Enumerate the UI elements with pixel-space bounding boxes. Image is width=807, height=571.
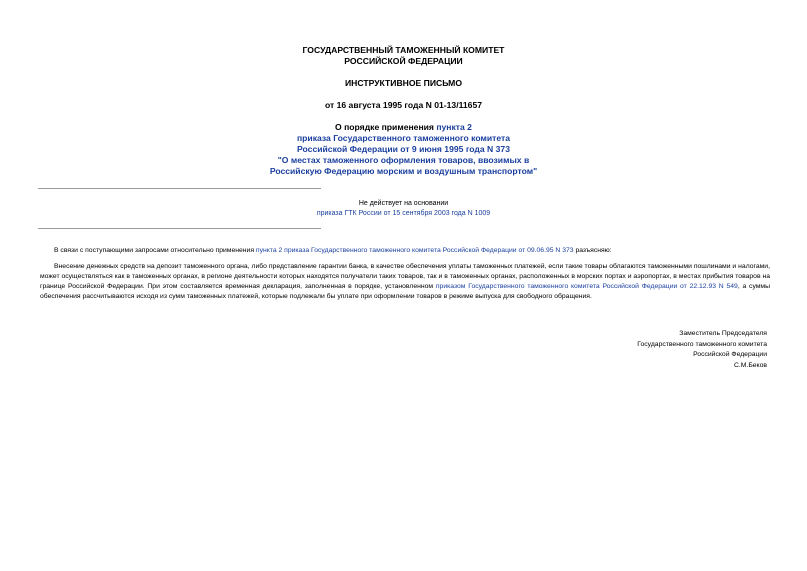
subject-prefix: О порядке применения bbox=[335, 122, 437, 132]
document-body bbox=[40, 246, 770, 308]
subject-line-1 bbox=[0, 122, 807, 133]
body-p1-link[interactable]: пункта 2 приказа Государственного таможенного комитета Российской Федерации от 09.06.95 N 373 bbox=[255, 247, 574, 254]
issuer-line-1: ГОСУДАРСТВЕННЫЙ ТАМОЖЕННЫЙ КОМИТЕТ bbox=[302, 45, 505, 55]
validity-status bbox=[0, 199, 807, 219]
subject-link-order-title-2[interactable]: Российскую Федерацию морским и воздушным транспортом" bbox=[269, 166, 538, 176]
signature-block bbox=[637, 329, 767, 371]
validity-status-link[interactable]: приказа ГТК России от 15 сентября 2003 года N 1009 bbox=[316, 210, 491, 217]
validity-status-text: Не действует на основании bbox=[358, 200, 449, 207]
subject-link-order-date[interactable]: Российской Федерации от 9 июня 1995 года N 373 bbox=[297, 144, 510, 154]
signature-name: С.М.Беков bbox=[733, 361, 767, 369]
subject-link-order-title-1[interactable]: "О местах таможенного оформления товаров, ввозимых в bbox=[277, 155, 530, 165]
body-paragraph-2 bbox=[40, 262, 770, 302]
body-p1-suffix: разъясняю: bbox=[573, 247, 612, 254]
divider-bottom bbox=[38, 228, 321, 229]
document-header bbox=[0, 45, 807, 177]
signature-position-3: Российской Федерации bbox=[693, 351, 767, 358]
body-p2-text: Внесение денежных средств на депозит таможенного органа, либо представление гарантии банка, в качестве обеспечения уплаты таможенных платежей, если такие товары облагаются таможенными пошлинами и налогами, может осуществляться как в таможенных органах, в регионе деятельности которых находятся получатели таких товаров, так и в таможенных органах, расположенных в морских портах и аэропортах, в местах прибытия товаров на границе Российской Федерации. При этом составляется временная декларация, заполненная в порядке, установленном bbox=[40, 263, 770, 290]
issuer-line-2: РОССИЙСКОЙ ФЕДЕРАЦИИ bbox=[344, 56, 463, 66]
document-type: ИНСТРУКТИВНОЕ ПИСЬМО bbox=[344, 78, 463, 88]
signature-position-2: Государственного таможенного комитета bbox=[637, 340, 767, 348]
document-date-number: от 16 августа 1995 года N 01-13/11657 bbox=[324, 100, 483, 110]
signature-position-1: Заместитель Председателя bbox=[679, 330, 767, 337]
body-p1-prefix: В связи с поступающими запросами относительно применения bbox=[54, 247, 256, 254]
subject-link-order[interactable]: приказа Государственного таможенного комитета bbox=[296, 133, 510, 143]
body-paragraph-1 bbox=[40, 246, 770, 256]
body-p2-link[interactable]: приказом Государственного таможенного комитета Российской Федерации от 22.12.93 N 549 bbox=[435, 283, 738, 290]
divider-top bbox=[38, 188, 321, 189]
body-p2-suffix: , а суммы обеспечения рассчитываются исходя из сумм таможенных платежей, которые подлежали бы уплате при оформлении товаров в режиме выпуска для свободного обращения. bbox=[40, 283, 770, 300]
subject-link-item-2[interactable]: пункта 2 bbox=[436, 122, 472, 132]
